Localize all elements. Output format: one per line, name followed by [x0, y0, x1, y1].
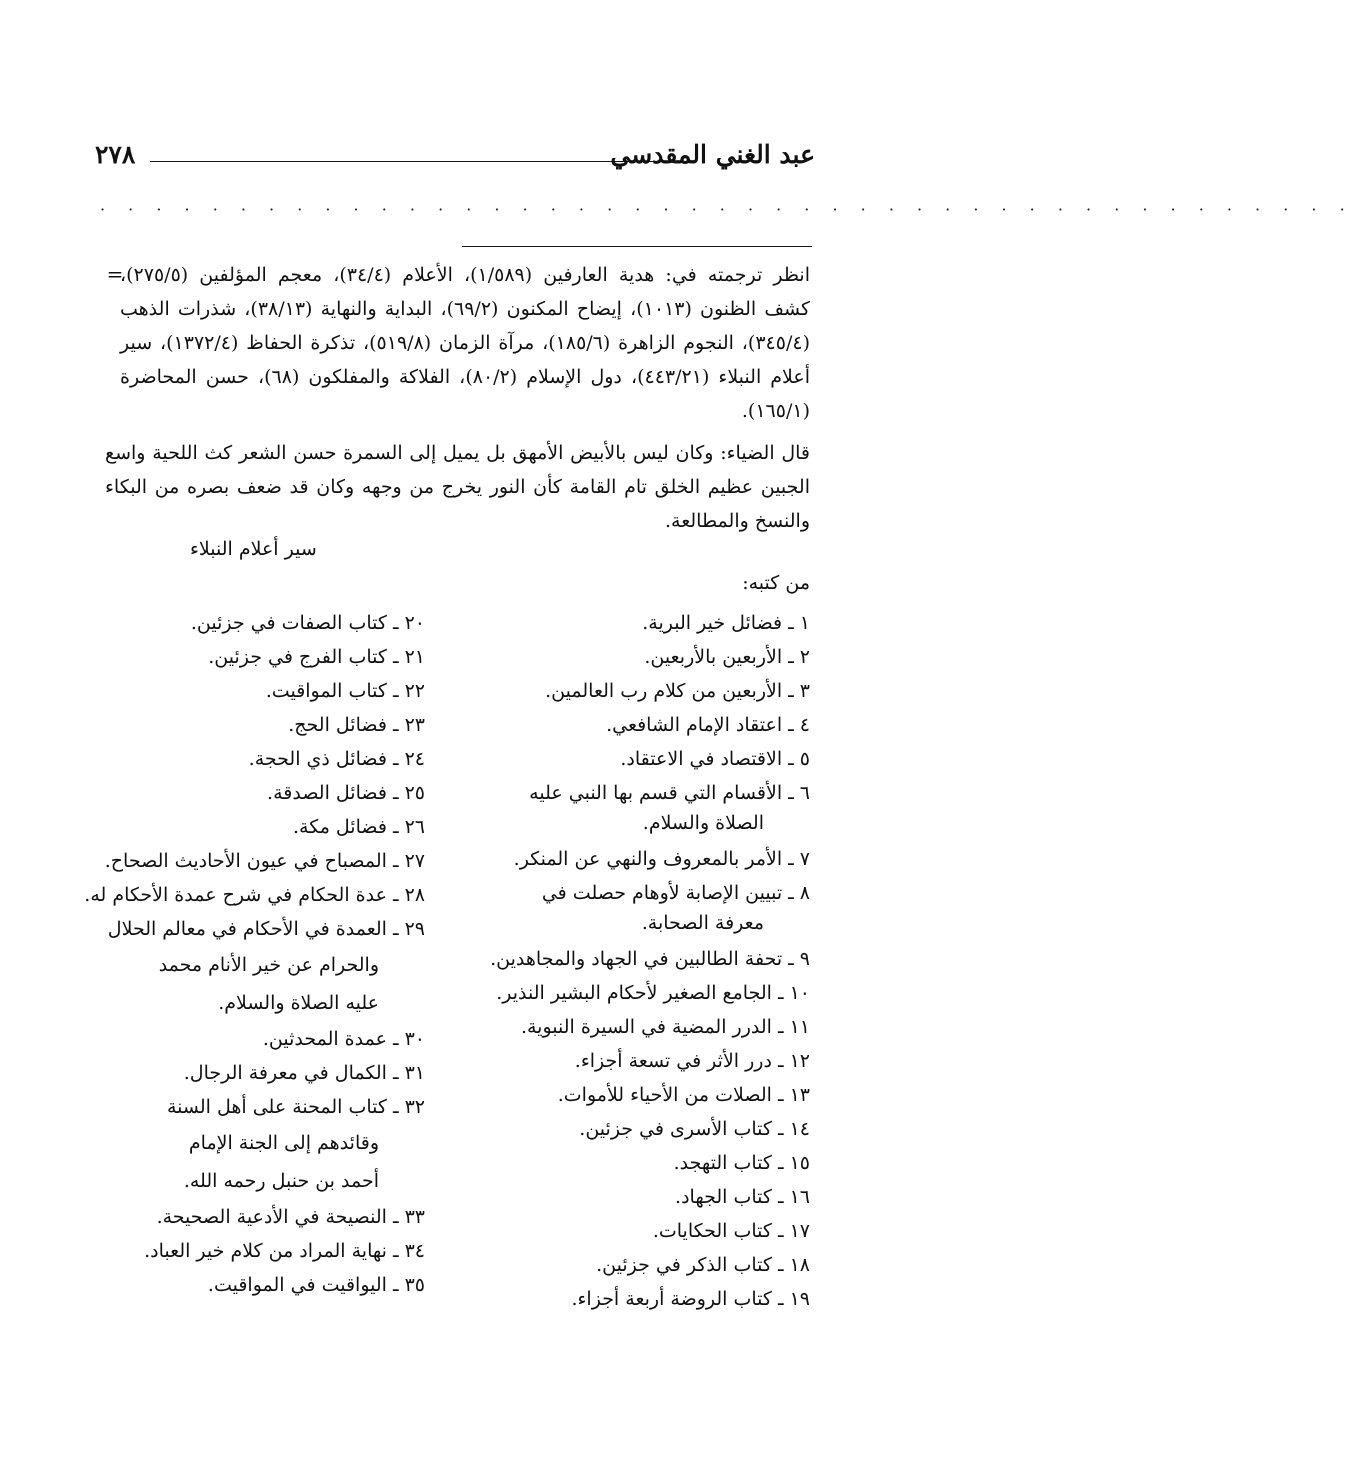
books-list-right — [470, 606, 810, 1316]
list-item: ١٤ ـ كتاب الأسرى في جزئين. — [579, 1118, 810, 1140]
dotted-separator: · · · · · · · · · · · · · · · · · · · · · · · · · · · · · · · · · · · · · · · · · · · · · — [100, 200, 1354, 219]
footnote-rule — [462, 246, 812, 247]
source-citation: سير أعلام النبلاء — [190, 538, 317, 560]
list-item: ١٣ ـ الصلات من الأحياء للأموات. — [557, 1084, 810, 1106]
footnote-continuation-marker: = — [106, 262, 124, 286]
list-item: ٣٠ ـ عمدة المحدثين. — [262, 1028, 425, 1050]
list-item: ٢٣ ـ فضائل الحج. — [288, 714, 425, 736]
list-item: ٦ ـ الأقسام التي قسم بها النبي عليه — [529, 782, 810, 804]
list-item: ٢١ ـ كتاب الفرج في جزئين. — [208, 646, 425, 668]
list-item: ١٨ ـ كتاب الذكر في جزئين. — [596, 1254, 810, 1276]
list-item: ٣٣ ـ النصيحة في الأدعية الصحيحة. — [156, 1206, 425, 1228]
list-item: ٣١ ـ الكمال في معرفة الرجال. — [183, 1062, 425, 1084]
list-item: ١١ ـ الدرر المضية في السيرة النبوية. — [520, 1016, 810, 1038]
header-rule — [150, 161, 655, 162]
list-item: ٢٤ ـ فضائل ذي الحجة. — [248, 748, 425, 770]
header-title: عبد الغني المقدسي — [610, 140, 815, 169]
list-item: ١٩ ـ كتاب الروضة أربعة أجزاء. — [571, 1288, 810, 1310]
list-item: ٢ ـ الأربعين بالأربعين. — [644, 646, 810, 668]
list-item-continuation: الصلاة والسلام. — [642, 812, 764, 834]
list-item: ٧ ـ الأمر بالمعروف والنهي عن المنكر. — [513, 848, 810, 870]
list-item-continuation: معرفة الصحابة. — [641, 912, 764, 934]
list-item: ٢٧ ـ المصباح في عيون الأحاديث الصحاح. — [104, 850, 425, 872]
list-item-continuation: أحمد بن حنبل رحمه الله. — [183, 1170, 379, 1192]
list-item: ٢٠ ـ كتاب الصفات في جزئين. — [190, 612, 425, 634]
description-paragraph: قال الضياء: وكان ليس بالأبيض الأمهق بل يميل إلى السمرة حسن الشعر كث اللحية واسع الجبين عظيم الخلق تام القامة كأن النور يخرج من وجهه وكان قد ضعف بصره من البكاء والنسخ والمطالعة. — [105, 442, 810, 532]
books-list-left — [84, 606, 425, 1302]
list-item: ١٧ ـ كتاب الحكايات. — [652, 1220, 810, 1242]
list-item: ٣٤ ـ نهاية المراد من كلام خير العباد. — [144, 1240, 425, 1262]
list-item: ٢٦ ـ فضائل مكة. — [292, 816, 425, 838]
list-item: ٣٥ ـ اليواقيت في المواقيت. — [207, 1274, 425, 1296]
list-item: ٤ ـ اعتقاد الإمام الشافعي. — [606, 714, 810, 736]
list-item: ٣ ـ الأربعين من كلام رب العالمين. — [545, 680, 810, 702]
list-item: ٢٩ ـ العمدة في الأحكام في معالم الحلال — [107, 918, 425, 940]
list-item: ١٥ ـ كتاب التهجد. — [673, 1152, 810, 1174]
list-item: ١٦ ـ كتاب الجهاد. — [675, 1186, 810, 1208]
list-item: ٢٥ ـ فضائل الصدقة. — [267, 782, 425, 804]
page-number: ٢٧٨ — [95, 140, 136, 169]
list-item: ٢٨ ـ عدة الحكام في شرح عمدة الأحكام له. — [84, 884, 425, 906]
running-header — [95, 140, 815, 180]
list-item: ١٢ ـ درر الأثر في تسعة أجزاء. — [574, 1050, 810, 1072]
list-item: ٥ ـ الاقتصاد في الاعتقاد. — [620, 748, 810, 770]
list-item: ٢٢ ـ كتاب المواقيت. — [265, 680, 425, 702]
list-item-continuation: عليه الصلاة والسلام. — [218, 992, 379, 1014]
books-heading: من كتبه: — [742, 572, 810, 594]
list-item: ٣٢ ـ كتاب المحنة على أهل السنة — [166, 1096, 425, 1118]
list-item: ٨ ـ تبيين الإصابة لأوهام حصلت في — [541, 882, 810, 904]
list-item-continuation: والحرام عن خير الأنام محمد — [158, 954, 379, 976]
list-item-continuation: وقائدهم إلى الجنة الإمام — [188, 1132, 379, 1154]
footnote-text: انظر ترجمته في: هدية العارفين (١/٥٨٩)، الأعلام (٣٤/٤)، معجم المؤلفين (٢٧٥/٥)، كشف الظنون (١٠١٣)، إيضاح المكنون (٦٩/٢)، البداية والنهاية (٣٨/١٣)، شذرات الذهب (٣٤٥/٤)، النجوم الزاهرة (١٨٥/٦)، مرآة الزمان (٥١٩/٨)، تذكرة الحفاظ (١٣٧٢/٤)، سير أعلام النبلاء (٤٤٣/٢١)، دول الإسلام (٨٠/٢)، الفلاكة والمفلكون (٦٨)، حسن المحاضرة (١٦٥/١). — [120, 264, 811, 422]
list-item: ١٠ ـ الجامع الصغير لأحكام البشير النذير. — [496, 982, 810, 1004]
list-item: ٩ ـ تحفة الطالبين في الجهاد والمجاهدين. — [490, 948, 810, 970]
list-item: ١ ـ فضائل خير البرية. — [642, 612, 810, 634]
